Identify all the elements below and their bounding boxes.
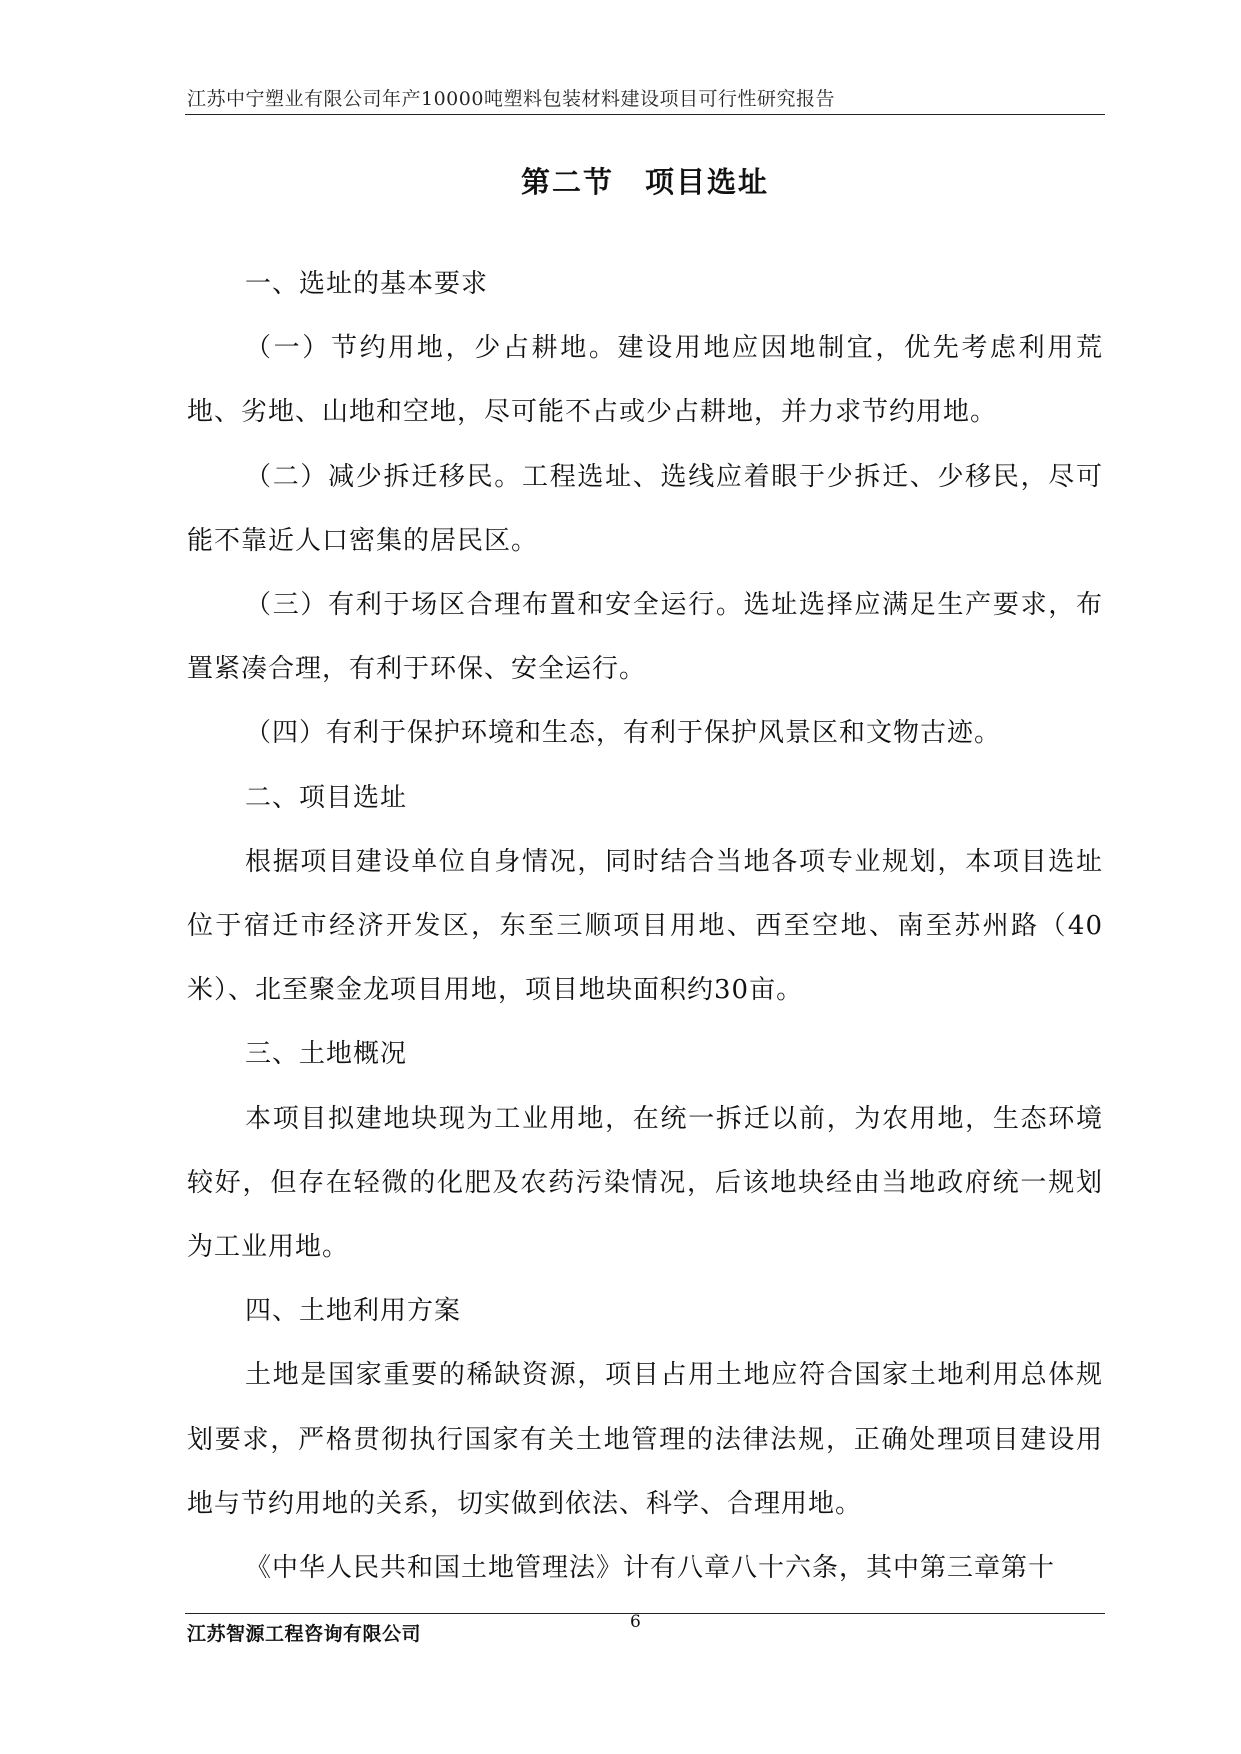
document-body bbox=[187, 252, 1103, 1600]
paragraph-land-use-plan: 土地是国家重要的稀缺资源，项目占用土地应符合国家土地利用总体规划要求，严格贯彻执行国家有关土地管理的法律法规，正确处理项目建设用地与节约用地的关系，切实做到依法、科学、合理用地。 bbox=[187, 1360, 1103, 1519]
page-number: 6 bbox=[630, 1612, 641, 1632]
section-title: 第二节 项目选址 bbox=[520, 165, 769, 199]
paragraph-land-overview: 本项目拟建地块现为工业用地，在统一拆迁以前，为农用地，生态环境较好，但存在轻微的化肥及农药污染情况，后该地块经由当地政府统一规划为工业用地。 bbox=[187, 1103, 1103, 1263]
heading-project-site: 二、项目选址 bbox=[245, 782, 408, 813]
paragraph-item-3: （三）有利于场区合理布置和安全运行。选址选择应满足生产要求，布置紧凑合理，有利于环保、安全运行。 bbox=[187, 590, 1103, 685]
heading-land-overview: 三、土地概况 bbox=[245, 1039, 408, 1070]
heading-land-use-plan: 四、土地利用方案 bbox=[245, 1296, 462, 1327]
paragraph-project-site: 根据项目建设单位自身情况，同时结合当地各项专业规划，本项目选址位于宿迁市经济开发区，东至三顺项目用地、西至空地、南至苏州路（40米）、北至聚金龙项目用地，项目地块面积约30亩。 bbox=[187, 846, 1103, 1006]
running-header: 江苏中宁塑业有限公司年产10000吨塑料包装材料建设项目可行性研究报告 bbox=[187, 88, 835, 110]
header-divider bbox=[185, 114, 1105, 115]
footer-company: 江苏智源工程咨询有限公司 bbox=[187, 1623, 422, 1645]
footer-divider bbox=[185, 1613, 1105, 1614]
paragraph-land-law: 《中华人民共和国土地管理法》计有八章八十六条，其中第三章第十 bbox=[245, 1553, 1056, 1584]
paragraph-item-1: （一）节约用地，少占耕地。建设用地应因地制宜，优先考虑利用荒地、劣地、山地和空地，尽可能不占或少占耕地，并力求节约用地。 bbox=[187, 333, 1103, 428]
paragraph-item-4: （四）有利于保护环境和生态，有利于保护风景区和文物古迹。 bbox=[245, 718, 1002, 749]
heading-site-requirements: 一、选址的基本要求 bbox=[245, 269, 489, 299]
paragraph-item-2: （二）减少拆迁移民。工程选址、选线应着眼于少拆迁、少移民，尽可能不靠近人口密集的居民区。 bbox=[187, 461, 1103, 556]
